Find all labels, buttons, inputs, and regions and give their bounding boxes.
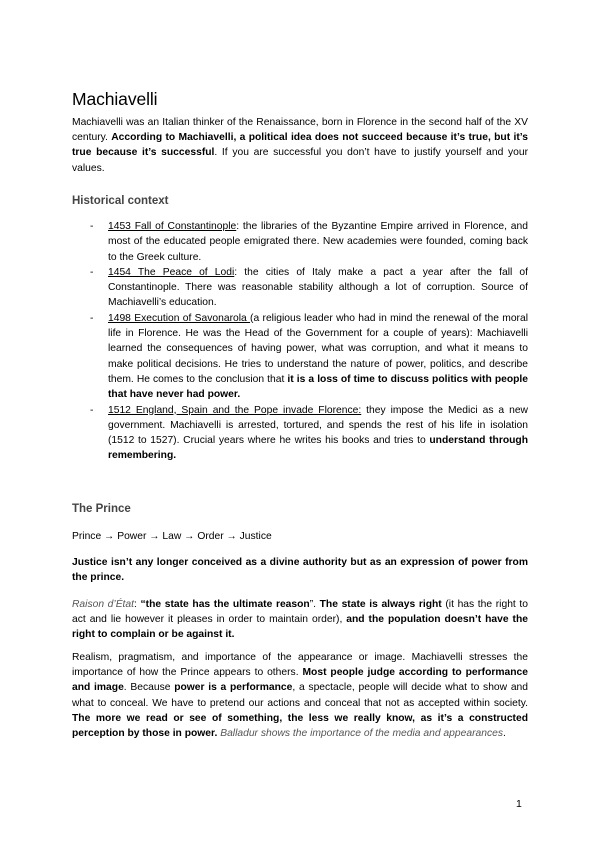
raison-text-3: (it has the right to act and lie however it pleases in order to maintain order),: [72, 599, 528, 626]
list-item: [90, 403, 528, 464]
heading-historical-context: Historical context: [72, 195, 169, 207]
justice-statement: Justice isn’t any longer conceived as a divine authority but as an expression of power from the prince.: [72, 557, 528, 584]
realism-bold-2: power is a performance: [174, 682, 293, 694]
list-dash: -: [90, 266, 94, 278]
realism-paragraph: [72, 650, 528, 741]
intro-paragraph: [72, 115, 528, 176]
raison-text-1: :: [134, 599, 141, 610]
heading-the-prince: The Prince: [72, 503, 131, 515]
page-number: 1: [516, 798, 522, 810]
event-text: they impose the Medici as a new government. Machiavelli is arrested, tortured, and spends the rest of his life in isolation (1512 to 1527). Crucial years where he writes his books and tries to: [108, 404, 528, 447]
page-title: Machiavelli: [72, 89, 158, 109]
realism-text-2: . Because: [123, 682, 175, 694]
realism-bold-1: Most people judge according to performance and image: [72, 667, 528, 694]
list-dash: -: [90, 312, 94, 324]
event-link: 1453 Fall of Constantinople: [108, 221, 237, 232]
prince-chain: Prince → Power → Law → Order → Justice: [72, 531, 272, 542]
realism-bold-3: The more we read or see of something, the less we really know, as it’s a constructed perception by those in power.: [72, 712, 528, 740]
event-text: : the cities of Italy make a pact a year after the fall of Constantinople. There was reasonable stability although a lot of corruption. Source of Machiavelli’s education.: [108, 266, 528, 309]
event-link: 1498 Execution of Savonarola: [108, 312, 251, 324]
list-dash: -: [90, 221, 94, 232]
event-bold: it is a loss of time to discuss politics with people that have never had power.: [108, 373, 528, 401]
event-text: (a religious leader who had in mind the renewal of the moral life in Florence. He was the Head of the Government for a couple of years): Machiavelli learned the consequences of having power, what was corruption, and what it means to make political decisions. He tries to understand the nature of power, politics, and describe them. He comes to the conclusion that: [108, 312, 528, 385]
realism-text-1: Realism, pragmatism, and importance of the appearance or image. Machiavelli stresses the importance of how the Prince appears to others.: [72, 652, 528, 679]
intro-text-1: Machiavelli was an Italian thinker of the Renaissance, born in Florence in the second half of the XV century.: [72, 117, 528, 144]
realism-italic: Balladur shows the importance of the media and appearances: [220, 728, 503, 740]
raison-bold-2: The state is always right: [319, 599, 442, 610]
historical-list: [90, 219, 528, 464]
event-link: 1454 The Peace of Lodi: [108, 266, 235, 278]
intro-bold: According to Machiavelli, a political idea does not succeed because it’s true, but it’s true because it’s successful: [72, 132, 528, 159]
list-item: [90, 219, 528, 265]
list-dash: -: [90, 404, 94, 416]
raison-bold-3: and the population doesn’t have the right to complain or be against it.: [72, 614, 528, 641]
list-item: [90, 265, 528, 311]
raison-text-2: ”.: [309, 599, 320, 610]
raison-bold-1: “the state has the ultimate reason: [140, 599, 310, 610]
raison-term: Raison d’État: [72, 599, 135, 610]
realism-text-5: .: [502, 728, 506, 740]
raison-paragraph: [72, 597, 528, 643]
event-bold: understand through remembering.: [108, 435, 529, 462]
event-link: 1512 England, Spain and the Pope invade Florence:: [108, 404, 362, 416]
event-text: : the libraries of the Byzantine Empire arrived in Florence, and most of the educated people emigrated there. New academies were founded, coming back to the Greek culture.: [108, 221, 528, 263]
list-item: [90, 311, 528, 403]
intro-text-2: . If you are successful you don’t have to justify yourself and your values.: [72, 147, 528, 174]
realism-text-3: , a spectacle, people will decide what to show and what to conceal. We have to pretend our actions and conceal that not as accepted within society.: [72, 682, 528, 709]
